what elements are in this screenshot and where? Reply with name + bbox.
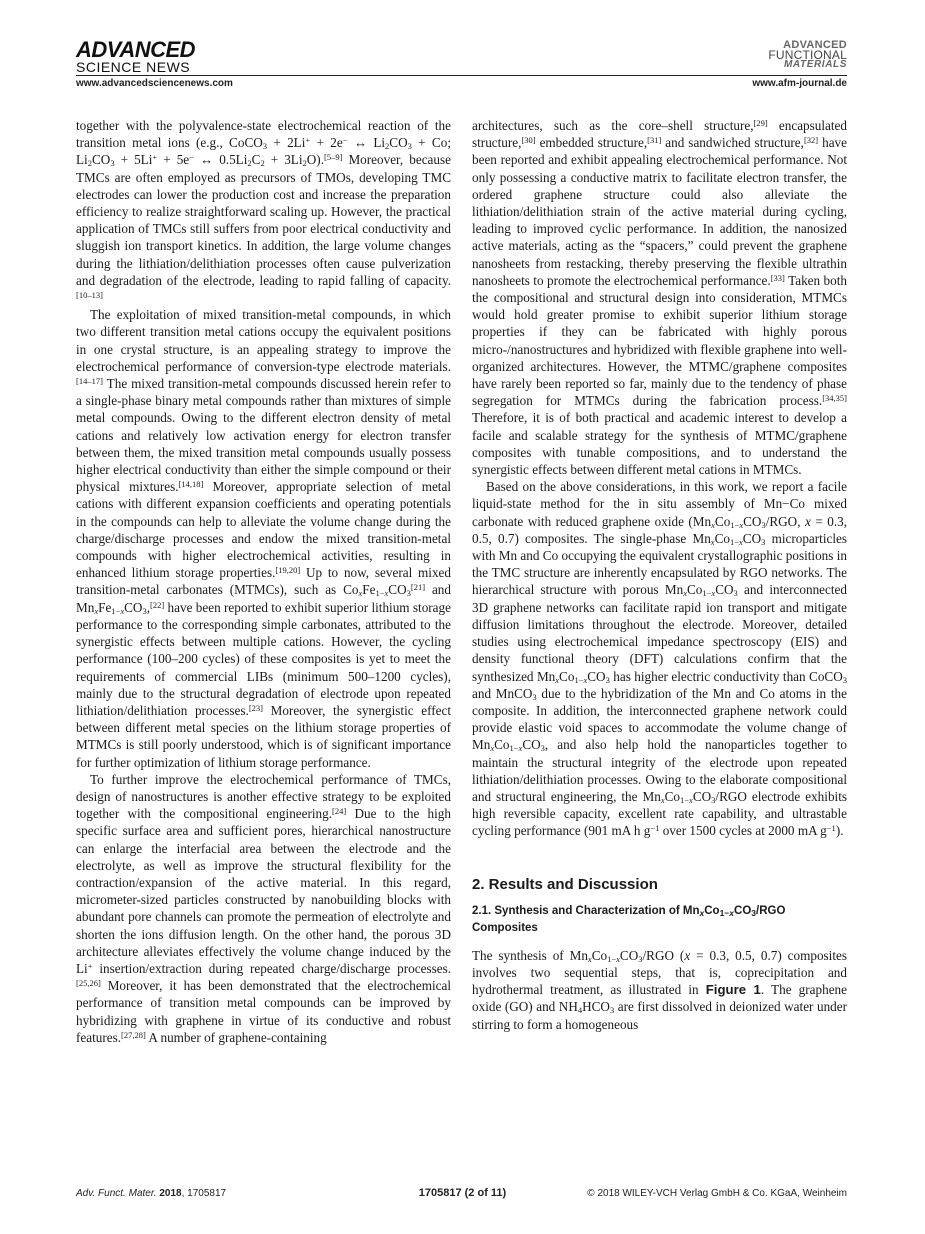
right-column: [472, 117, 847, 1033]
logo-right-line2: FUNCTIONAL: [768, 48, 847, 62]
journal-logo-left: [76, 37, 196, 75]
paragraph: To further improve the electrochemical performance of TMCs, design of nanostructures is another effective strategy to be exploited together with the compositional engineering.[24] Due to the high specific surface area and sufficient pores, hierarchical nanostructure can enlarge the interfacial area between the electrode and the electrolyte, as well as improve the structural flexibility for the contraction/expansion of the active material. In this regard, micrometer-sized particles constructed by nanobuilding blocks with abundant pore channels can promote the permeation of electrolyte and shorten the ions diffusion length. On the other hand, the porous 3D architecture alleviates effectively the volume change induced by the Li+ insertion/extraction during repeated charge/discharge processes.[25,26] Moreover, it has been demonstrated that the electrochemical performance of transition metal compounds can be improved by hybridizing with graphene in virtue of its conductive and robust features.[27,28] A number of graphene-containing: [76, 771, 451, 1045]
footer-copyright: © 2018 WILEY-VCH Verlag GmbH & Co. KGaA, Weinheim: [587, 1188, 847, 1199]
left-column: [76, 117, 451, 1046]
paragraph: The synthesis of $Mn_xCo_{1-x}CO_3$/RGO (x = 0.3, 0.5, 0.7) composites involves two sequential steps, that is, coprecipitation and hydrothermal treatment, as illustrated in Figure 1. The graphene oxide (GO) and $NH_4HCO_3$ are first dissolved in deionized water under stirring to form a homogeneous: [472, 947, 848, 1032]
logo-right-line3: MATERIALS: [784, 59, 847, 70]
paragraph: together with the polyvalence-state electrochemical reaction of the transition metal ions (e.g., CoCO$_3$ + 2Li+ + 2e− ↔ $Li_2CO_3 + Co$; $Li_2CO_3 + 5Li^+ + 5e^-$ ↔ $0.5Li_2C_2 + 3Li_2O).[5-9]$ Moreover, because TMCs are often employed as precursors of TMOs, developing TMC electrodes can lower the production cost and increase the preparation efficiency to realize straightforward scaling up. However, the practical application of TMCs still suffers from poor electrical conductivity and sluggish ion transport kinetics. In addition, the large volume changes during the lithiation/delithiation processes often cause pulverization and degradation of the electrode, leading to rapid falling of capacity.[10–13]: [76, 118, 451, 301]
footer-year: 2018: [159, 1188, 182, 1199]
footer-page-number: 1705817 (2 of 11): [418, 1187, 507, 1199]
header-rule: [76, 75, 847, 76]
subsection-heading-prefix: 2.1. Synthesis and Characterization of Mn: [472, 904, 700, 917]
subsection-heading-suffix: Composites: [472, 921, 538, 934]
journal-logo-right: [768, 40, 847, 70]
publisher-url[interactable]: www.advancedsciencenews.com: [76, 78, 233, 89]
paragraph: The exploitation of mixed transition-metal compounds, in which two different transition metal cations occupy the equivalent positions in one crystal structure, is an appealing strategy to improve the electrochemical performance of conversion-type electrode materials.[14–17] The mixed transition-metal compounds discussed herein refer to a single-phase binary metal compounds rather than mixtures of simple metal compounds. Owing to the different electron density of metal cations and relatively low activation energy for electron transfer between them, the mixed transition metal compounds usually possess higher electrical conductivity than either the simple compound or their physical mixtures.[14,18] Moreover, appropriate selection of metal cations with different expansion coefficients and operating potentials in the compounds can help to alleviate the volume change during the charge/discharge processes and endow the mixed transition-metal compounds with higher electrochemical activities, resulting in enhanced lithium storage properties.[19,20] Up to now, several mixed transition-metal carbonates (MTMCs), such as $Co_xFe_{1-x}CO_3[21]$ and $Mn_xFe_{1-x}CO_3,[22]$ have been reported to exhibit superior lithium storage performance to the corresponding simple carbonates, attributed to the synergistic effects between multiple cations. However, the cycling performance (100–200 cycles) of these composites is yet to meet the requirements of commercial LIBs (minimum 500–1200 cycles), mainly due to the structural degradation of electrode upon repeated lithiation/delithiation processes.[23] Moreover, the synergistic effect between different metal species on the lithium storage properties of MTMCs is still poorly understood, which is of significant importance for further optimization of lithium storage performance.: [76, 307, 452, 770]
logo-advanced-text: ADVANCED: [76, 37, 196, 62]
subsection-heading: 2.1. Synthesis and Characterization of $Mn_xCo_{1-x}CO_3$/RGO Composites: [472, 904, 786, 934]
section-heading: 2. Results and Discussion: [472, 875, 658, 893]
figure-reference-link[interactable]: Figure 1: [705, 982, 761, 998]
logo-science-news-text: SCIENCE NEWS: [76, 59, 191, 75]
footer-journal: Adv. Funct. Mater.: [76, 1188, 157, 1199]
paragraph: Based on the above considerations, in this work, we report a facile liquid-state method for the in situ assembly of Mn−Co mixed carbonate with reduced graphene oxide ($Mn_xCo_{1-x}CO_3$/RGO, x = 0.3, 0.5, 0.7) composites. The single-phase $Mn_xCo_{1-x}CO_3$ microparticles with Mn and Co occupying the equivalent crystallographic positions in the TMC structure are inherently encapsulated by RGO networks. The hierarchical structure with porous $Mn_xCo_{1-x}CO_3$ and interconnected 3D graphene networks can facilitate rapid ion transport and mitigate diffusion limitations throughout the electrode. Moreover, detailed studies using electrochemical impedance spectroscopy (EIS) and density functional theory (DFT) calculations confirm that the synthesized $Mn_xCo_{1-x}CO_3$ has higher electric conductivity than CoCO$_3$ and MnCO$_3$ due to the hybridization of the Mn and Co atoms in the composite. In addition, the interconnected graphene network could provide elastic void spaces to accommodate the volume change of $Mn_xCo_{1-x}CO_3$, and also help hold the nanoparticles together to maintain the structural integrity of the electrode upon repeated lithiation/delithiation processes. Owing to the elaborate compositional and structural engineering, the $Mn_xCo_{1-x}CO_3$/RGO electrode exhibits high reversible capacity, excellent rate capability, and ultrastable cycling performance (901 mA h $g^{-1}$ over 1500 cycles at 2000 mA $g^{-1}$).: [472, 479, 848, 839]
footer-article-number: , 1705817: [181, 1188, 227, 1199]
logo-right-line1: ADVANCED: [783, 39, 847, 51]
journal-url[interactable]: www.afm-journal.de: [752, 78, 847, 89]
paragraph: architectures, such as the core–shell structure,[29] encapsulated structure,[30] embedded structure,[31] and sandwiched structure,[32] have been reported and exhibit appealing electrochemical performance. Not only possessing a conductive matrix to facilitate electron transfer, the ordered graphene structure could also alleviate the lithiation/delithiation strain of the active material during cycling, leading to improved cyclic performance. In addition, the nanosized active materials, acting as the “spacers,” could prevent the graphene nanosheets from restacking, thereby preserving the flexible ultrathin nanosheets to promote the electrochemical performance.[33] Taken both the compositional and structural design into consideration, MTMCs would hold greater promise to exhibit superior lithium storage properties if they can be fabricated with highly porous micro-/nanostructures and hybridized with flexible graphene into well-organized architectures. However, the MTMC/graphene composites have rarely been reported so far, mainly due to the tendency of phase segregation for MTMCs during the fabrication process.[34,35] Therefore, it is of both practical and academic interest to develop a facile and scalable strategy for the synthesis of MTMC/graphene composites with tunable compositions, and to understand the synergistic effects between different metal cations in MTMCs.: [472, 118, 847, 478]
